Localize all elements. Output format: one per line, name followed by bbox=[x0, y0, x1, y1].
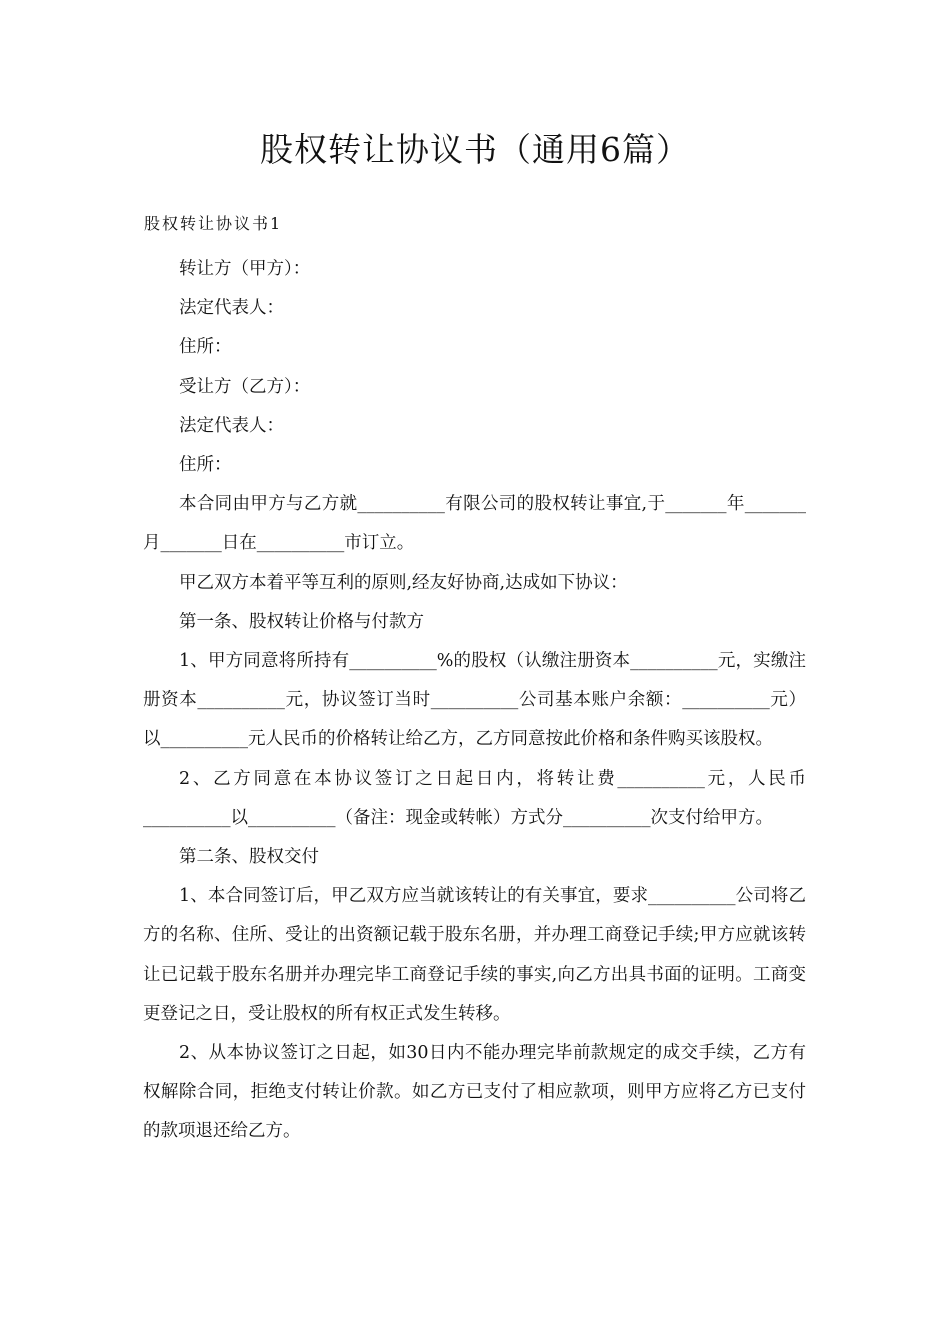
paragraph-transferor-address: 住所： bbox=[179, 337, 232, 358]
clause-1-item-2: 2、乙方同意在本协议签订之日起日内，将转让费__________元，人民币__________以__________（备注：现金或转帐）方式分__________次支付给甲方。 bbox=[143, 768, 806, 828]
paragraph-transferee-address: 住所： bbox=[179, 455, 232, 476]
paragraph-agreement-basis: 甲乙双方本着平等互利的原则,经友好协商,达成如下协议： bbox=[179, 572, 628, 593]
paragraph-transferor-legal-rep: 法定代表人： bbox=[179, 298, 284, 319]
paragraph-contract-intro: 本合同由甲方与乙方就__________有限公司的股权转让事宜,于_______年_______月_______日在__________市订立。 bbox=[143, 494, 806, 554]
document-body bbox=[143, 250, 806, 1152]
clause-heading-1: 第一条、股权转让价格与付款方 bbox=[179, 611, 424, 632]
clause-2-item-2: 2、从本协议签订之日起，如30日内不能办理完毕前款规定的成交手续，乙方有权解除合同，拒绝支付转让价款。如乙方已支付了相应款项，则甲方应将乙方已支付的款项退还给乙方。 bbox=[143, 1043, 806, 1142]
clause-1-item-1: 1、甲方同意将所持有__________%的股权（认缴注册资本__________元，实缴注册资本__________元，协议签订当时__________公司基本账户余额：__________元）以__________元人民币的价格转让给乙方，乙方同意按此价格和条件购买该股权。 bbox=[143, 651, 806, 750]
paragraph-transferee-legal-rep: 法定代表人： bbox=[179, 415, 284, 436]
paragraph-transferor: 转让方（甲方）： bbox=[179, 259, 311, 279]
document-subtitle: 股权转让协议书1 bbox=[144, 214, 283, 233]
clause-heading-2: 第二条、股权交付 bbox=[179, 847, 319, 868]
clause-2-item-1: 1、本合同签订后，甲乙双方应当就该转让的有关事宜，要求__________公司将乙方的名称、住所、受让的出资额记载于股东名册，并办理工商登记手续;甲方应就该转让已记载于股东名册并办理完毕工商登记手续的事实,向乙方出具书面的证明。工商变更登记之日，受让股权的所有权正式发生转移。 bbox=[143, 886, 806, 1024]
document-title: 股权转让协议书（通用6篇） bbox=[260, 130, 690, 169]
paragraph-transferee: 受让方（乙方）： bbox=[179, 376, 311, 397]
